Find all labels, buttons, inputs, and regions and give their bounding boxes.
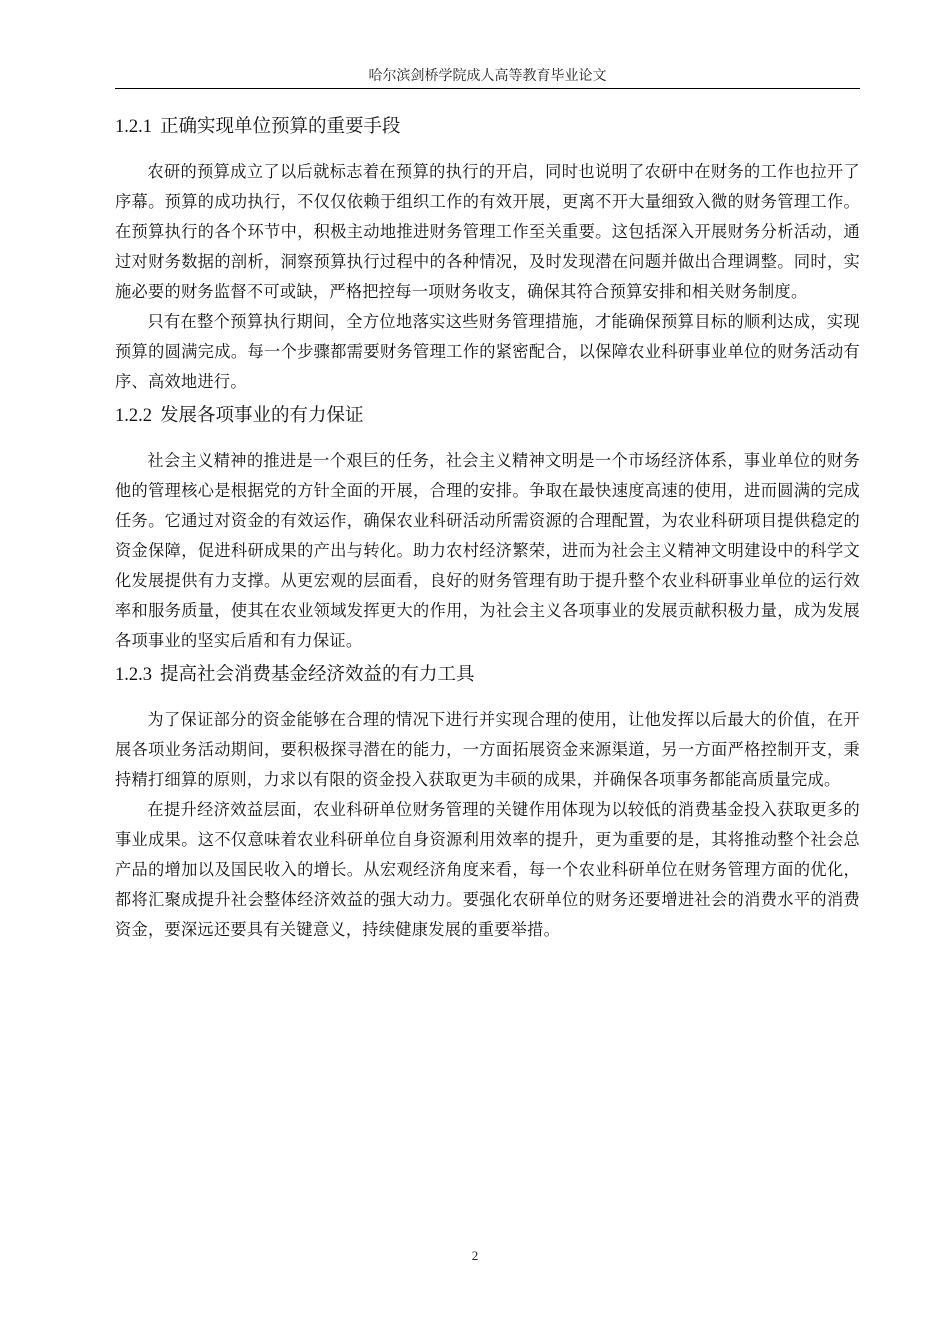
paragraph: 在提升经济效益层面，农业科研单位财务管理的关键作用体现为以较低的消费基金投入获取更多的事业成果。这不仅意味着农业科研单位自身资源利用效率的提升，更为重要的是，其将推动整个社会总产品的增加以及国民收入的增长。从宏观经济角度来看，每一个农业科研单位在财务管理方面的优化，都将汇聚成提升社会整体经济效益的强大动力。要强化农研单位的财务还要增进社会的消费水平的消费资金，要深远还要具有关键意义，持续健康发展的重要举措。: [115, 800, 860, 939]
section-heading: [115, 662, 860, 690]
document-body: [115, 114, 860, 945]
header-rule: [115, 88, 860, 89]
section-heading: [115, 403, 860, 431]
section-title: 正确实现单位预算的重要手段: [160, 116, 401, 137]
paragraph: 只有在整个预算执行期间，全方位地落实这些财务管理措施，才能确保预算目标的顺利达成，实现预算的圆满完成。每一个步骤都需要财务管理工作的紧密配合，以保障农业科研事业单位的财务活动有序、高效地进行。: [115, 312, 860, 391]
section-number: 1.2.2: [115, 406, 152, 426]
section-1-2-2: [115, 403, 860, 656]
paragraph: 为了保证部分的资金能够在合理的情况下进行并实现合理的使用，让他发挥以后最大的价值，在开展各项业务活动期间，要积极探寻潜在的能力，一方面拓展资金来源渠道，另一方面严格控制开支，秉持精打细算的原则，力求以有限的资金投入获取更为丰硕的成果，并确保各项事务都能高质量完成。: [115, 710, 860, 789]
paragraph: 社会主义精神的推进是一个艰巨的任务，社会主义精神文明是一个市场经济体系，事业单位的财务他的管理核心是根据党的方针全面的开展，合理的安排。争取在最快速度高速的使用，进而圆满的完成任务。它通过对资金的有效运作，确保农业科研活动所需资源的合理配置，为农业科研项目提供稳定的资金保障，促进科研成果的产出与转化。助力农村经济繁荣，进而为社会主义精神文明建设中的科学文化发展提供有力支撑。从更宏观的层面看，良好的财务管理有助于提升整个农业科研事业单位的运行效率和服务质量，使其在农业领域发挥更大的作用，为社会主义各项事业的发展贡献积极力量，成为发展各项事业的坚实后盾和有力保证。: [115, 451, 860, 650]
section-1-2-1: [115, 114, 860, 397]
section-heading: [115, 114, 860, 142]
section-number: 1.2.3: [115, 665, 152, 685]
page-header: 哈尔滨剑桥学院成人高等教育毕业论文: [368, 68, 607, 84]
section-title: 发展各项事业的有力保证: [160, 405, 364, 426]
section-1-2-3: [115, 662, 860, 945]
section-number: 1.2.1: [115, 117, 152, 137]
page-number: 2: [471, 1248, 479, 1263]
section-title: 提高社会消费基金经济效益的有力工具: [160, 664, 475, 685]
paragraph: 农研的预算成立了以后就标志着在预算的执行的开启，同时也说明了农研中在财务的工作也拉开了序幕。预算的成功执行，不仅仅依赖于组织工作的有效开展，更离不开大量细致入微的财务管理工作。在预算执行的各个环节中，积极主动地推进财务管理工作至关重要。这包括深入开展财务分析活动，通过对财务数据的剖析，洞察预算执行过程中的各种情况，及时发现潜在问题并做出合理调整。同时，实施必要的财务监督不可或缺，严格把控每一项财务收支，确保其符合预算安排和相关财务制度。: [115, 162, 860, 301]
